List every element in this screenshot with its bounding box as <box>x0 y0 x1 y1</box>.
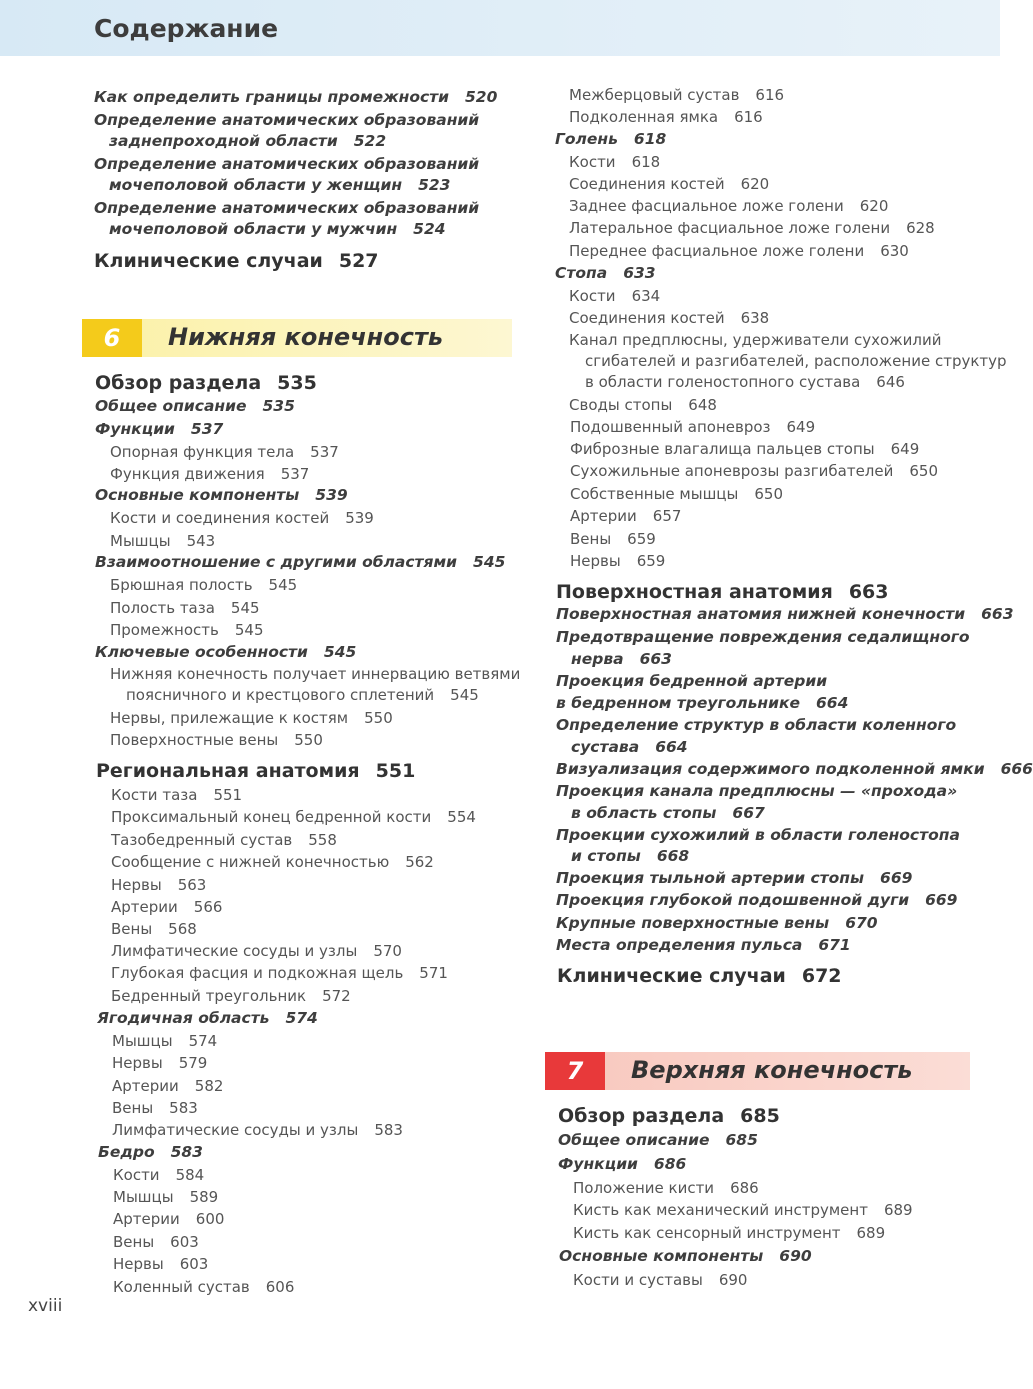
toc-entry[interactable]: Подколенная ямка 616 <box>569 108 763 126</box>
toc-entry[interactable]: и стопы 668 <box>571 847 690 865</box>
toc-entry[interactable]: Переднее фасциальное ложе голени 630 <box>569 242 909 260</box>
chapter-title: Верхняя конечность <box>631 1056 913 1084</box>
toc-entry[interactable]: Голень 618 <box>555 130 667 148</box>
chapter-number: 7 <box>545 1052 605 1090</box>
toc-entry[interactable]: Мышцы 574 <box>112 1032 218 1050</box>
toc-entry[interactable]: мочеполовой области у женщин 523 <box>109 176 451 194</box>
toc-entry[interactable]: Мышцы 543 <box>110 532 216 550</box>
toc-entry[interactable]: Мышцы 589 <box>113 1188 219 1206</box>
toc-entry[interactable]: Канал предплюсны, удерживатели сухожилий <box>569 331 942 349</box>
toc-entry[interactable]: Поверхностная анатомия нижней конечности 663 <box>556 605 1014 623</box>
toc-entry[interactable]: Предотвращение повреждения седалищного <box>556 628 970 646</box>
toc-entry[interactable]: Нервы, прилежащие к костям 550 <box>110 709 393 727</box>
toc-entry[interactable]: Фиброзные влагалища пальцев стопы 649 <box>570 440 920 458</box>
toc-entry[interactable]: Проекция канала предплюсны — «прохода» <box>556 782 958 800</box>
toc-entry[interactable]: Кости и суставы 690 <box>573 1271 748 1289</box>
chapter-title: Нижняя конечность <box>168 323 444 351</box>
page-header <box>0 0 1000 56</box>
toc-entry[interactable]: Сообщение с нижней конечностью 562 <box>111 853 434 871</box>
toc-entry[interactable]: Региональная анатомия 551 <box>96 760 416 782</box>
toc-entry[interactable]: Полость таза 545 <box>110 599 260 617</box>
toc-entry[interactable]: Основные компоненты 539 <box>95 486 348 504</box>
toc-entry[interactable]: Бедренный треугольник 572 <box>111 987 351 1005</box>
toc-entry[interactable]: поясничного и крестцового сплетений 545 <box>126 686 479 704</box>
toc-entry[interactable]: Визуализация содержимого подколенной ямки 666 <box>556 760 1033 778</box>
toc-entry[interactable]: Обзор раздела 685 <box>558 1105 780 1127</box>
toc-entry[interactable]: Артерии 566 <box>111 898 223 916</box>
toc-entry[interactable]: Положение кисти 686 <box>573 1179 759 1197</box>
toc-entry[interactable]: Обзор раздела 535 <box>95 372 317 394</box>
toc-entry[interactable]: Проекция глубокой подошвенной дуги 669 <box>556 891 958 909</box>
toc-entry[interactable]: Вены 583 <box>112 1099 198 1117</box>
toc-entry[interactable]: Взаимоотношение с другими областями 545 <box>95 553 506 571</box>
toc-entry[interactable]: в области голеностопного сустава 646 <box>585 373 905 391</box>
toc-entry[interactable]: Кисть как механический инструмент 689 <box>573 1201 913 1219</box>
toc-entry[interactable]: Своды стопы 648 <box>569 396 717 414</box>
toc-entry[interactable]: Тазобедренный сустав 558 <box>111 831 337 849</box>
toc-entry[interactable]: Ключевые особенности 545 <box>95 643 357 661</box>
page-title: Содержание <box>94 14 279 43</box>
toc-entry[interactable]: Клинические случаи 527 <box>94 250 379 272</box>
toc-entry[interactable]: Коленный сустав 606 <box>113 1278 295 1296</box>
toc-entry[interactable]: Как определить границы промежности 520 <box>94 88 498 106</box>
toc-entry[interactable]: Клинические случаи 672 <box>557 965 842 987</box>
toc-entry[interactable]: Функции 686 <box>558 1155 687 1173</box>
toc-entry[interactable]: Глубокая фасция и подкожная щель 571 <box>111 964 448 982</box>
toc-entry[interactable]: Стопа 633 <box>555 264 656 282</box>
toc-entry[interactable]: Проекции сухожилий в области голеностопа <box>556 826 960 844</box>
chapter-number: 6 <box>82 319 142 357</box>
toc-entry[interactable]: Определение анатомических образований <box>94 155 480 173</box>
toc-entry[interactable]: мочеполовой области у мужчин 524 <box>109 220 446 238</box>
toc-entry[interactable]: Кости и соединения костей 539 <box>110 509 374 527</box>
toc-entry[interactable]: сустава 664 <box>571 738 688 756</box>
toc-entry[interactable]: Поверхностная анатомия 663 <box>556 581 889 603</box>
toc-entry[interactable]: Нервы 659 <box>570 552 666 570</box>
toc-entry[interactable]: Вены 568 <box>111 920 197 938</box>
toc-entry[interactable]: Опорная функция тела 537 <box>110 443 339 461</box>
toc-entry[interactable]: Места определения пульса 671 <box>556 936 851 954</box>
toc-entry[interactable]: Артерии 582 <box>112 1077 224 1095</box>
toc-entry[interactable]: Брюшная полость 545 <box>110 576 298 594</box>
toc-entry[interactable]: Кости 618 <box>569 153 661 171</box>
toc-entry[interactable]: Лимфатические сосуды и узлы 570 <box>111 942 402 960</box>
toc-entry[interactable]: Собственные мышцы 650 <box>570 485 783 503</box>
toc-entry[interactable]: Определение структур в области коленного <box>556 716 957 734</box>
toc-entry[interactable]: Проекция бедренной артерии <box>556 672 828 690</box>
toc-entry[interactable]: заднепроходной области 522 <box>109 132 387 150</box>
page-number: xviii <box>28 1296 63 1316</box>
toc-entry[interactable]: Кисть как сенсорный инструмент 689 <box>573 1224 886 1242</box>
toc-entry[interactable]: сгибателей и разгибателей, расположение структур <box>585 352 1007 370</box>
chapter-banner-7 <box>545 1052 970 1090</box>
toc-entry[interactable]: Общее описание 535 <box>95 397 295 415</box>
toc-entry[interactable]: Основные компоненты 690 <box>559 1247 812 1265</box>
toc-entry[interactable]: Кости таза 551 <box>111 786 243 804</box>
toc-entry[interactable]: Проекция тыльной артерии стопы 669 <box>556 869 913 887</box>
toc-entry[interactable]: Подошвенный апоневроз 649 <box>570 418 816 436</box>
toc-entry[interactable]: Соединения костей 620 <box>569 175 770 193</box>
toc-entry[interactable]: Соединения костей 638 <box>569 309 770 327</box>
toc-entry[interactable]: Ягодичная область 574 <box>97 1009 318 1027</box>
toc-entry[interactable]: Лимфатические сосуды и узлы 583 <box>112 1121 403 1139</box>
toc-entry[interactable]: Проксимальный конец бедренной кости 554 <box>111 808 476 826</box>
toc-entry[interactable]: Общее описание 685 <box>558 1131 758 1149</box>
toc-entry[interactable]: Нервы 579 <box>112 1054 208 1072</box>
toc-entry[interactable]: Функции 537 <box>95 420 224 438</box>
toc-entry[interactable]: Вены 603 <box>113 1233 199 1251</box>
toc-entry[interactable]: Нервы 563 <box>111 876 207 894</box>
toc-entry[interactable]: Кости 634 <box>569 287 661 305</box>
toc-entry[interactable]: Нижняя конечность получает иннервацию ветвями <box>110 665 521 683</box>
toc-entry[interactable]: Артерии 657 <box>570 507 682 525</box>
toc-entry[interactable]: Вены 659 <box>570 530 656 548</box>
toc-entry[interactable]: Поверхностные вены 550 <box>110 731 323 749</box>
chapter-banner-6 <box>82 319 512 357</box>
toc-entry[interactable]: Сухожильные апоневрозы разгибателей 650 <box>570 462 939 480</box>
toc-entry[interactable]: Крупные поверхностные вены 670 <box>556 914 878 932</box>
toc-entry[interactable]: Заднее фасциальное ложе голени 620 <box>569 197 889 215</box>
toc-entry[interactable]: Межберцовый сустав 616 <box>569 86 785 104</box>
toc-entry[interactable]: Кости 584 <box>113 1166 205 1184</box>
toc-entry[interactable]: Определение анатомических образований <box>94 199 480 217</box>
toc-entry[interactable]: Бедро 583 <box>98 1143 203 1161</box>
toc-entry[interactable]: Латеральное фасциальное ложе голени 628 <box>569 219 935 237</box>
toc-entry[interactable]: Функция движения 537 <box>110 465 310 483</box>
toc-entry[interactable]: Определение анатомических образований <box>94 111 480 129</box>
toc-entry[interactable]: в область стопы 667 <box>571 804 765 822</box>
toc-entry[interactable]: Промежность 545 <box>110 621 264 639</box>
toc-entry[interactable]: нерва 663 <box>571 650 672 668</box>
toc-entry[interactable]: Нервы 603 <box>113 1255 209 1273</box>
toc-entry[interactable]: в бедренном треугольнике 664 <box>556 694 849 712</box>
toc-entry[interactable]: Артерии 600 <box>113 1210 225 1228</box>
